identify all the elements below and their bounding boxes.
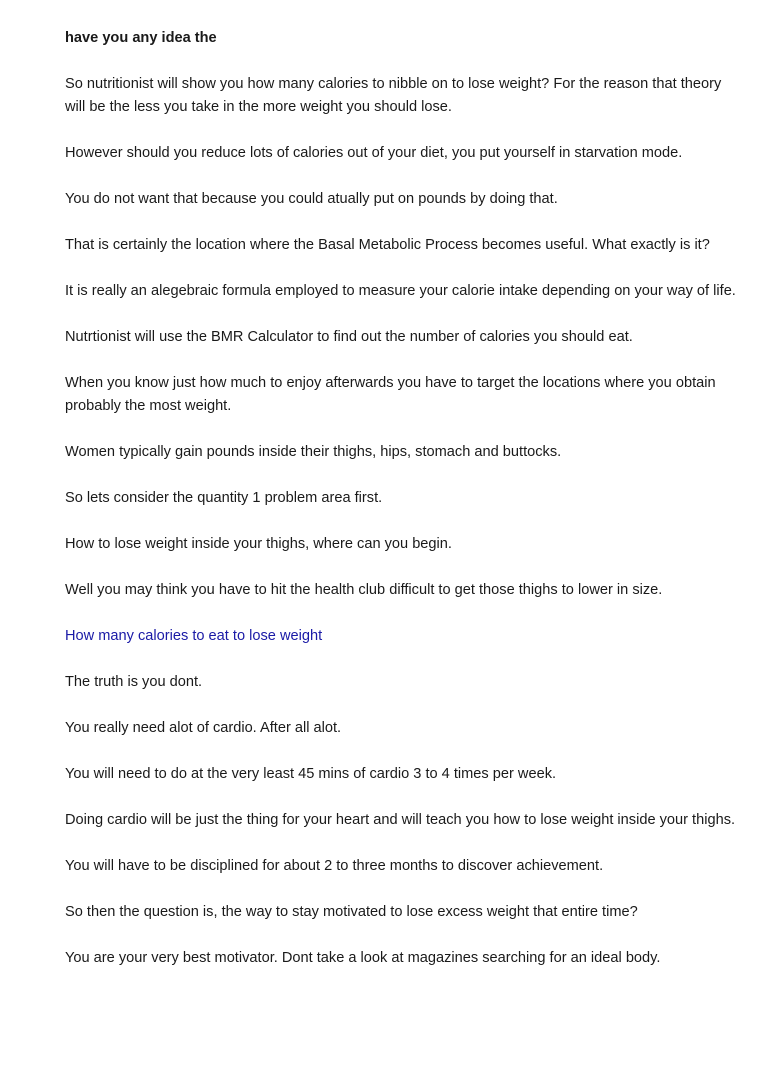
paragraph: So nutritionist will show you how many calories to nibble on to lose weight? For the reason that theory will be the less you take in the more weight you should lose. bbox=[65, 76, 722, 115]
paragraph: Women typically gain pounds inside their thighs, hips, stomach and buttocks. bbox=[65, 444, 562, 460]
paragraph: You do not want that because you could atually put on pounds by doing that. bbox=[65, 191, 558, 207]
paragraph: You will need to do at the very least 45 mins of cardio 3 to 4 times per week. bbox=[65, 766, 557, 782]
document-page bbox=[65, 27, 737, 993]
paragraph: Doing cardio will be just the thing for your heart and will teach you how to lose weight inside your thighs. bbox=[65, 812, 736, 828]
document-heading: have you any idea the bbox=[65, 30, 217, 46]
paragraph: Nutrtionist will use the BMR Calculator to find out the number of calories you should eat. bbox=[65, 329, 633, 345]
paragraph: You are your very best motivator. Dont take a look at magazines searching for an ideal body. bbox=[65, 950, 661, 966]
paragraph: However should you reduce lots of calories out of your diet, you put yourself in starvation mode. bbox=[65, 145, 683, 161]
paragraph: So lets consider the quantity 1 problem area first. bbox=[65, 490, 383, 506]
paragraph: You will have to be disciplined for about 2 to three months to discover achievement. bbox=[65, 858, 604, 874]
paragraph: When you know just how much to enjoy afterwards you have to target the locations where you obtain probably the most weight. bbox=[65, 375, 716, 414]
paragraph: You really need alot of cardio. After all alot. bbox=[65, 720, 342, 736]
paragraph: Well you may think you have to hit the health club difficult to get those thighs to lower in size. bbox=[65, 582, 663, 598]
paragraph: It is really an alegebraic formula employed to measure your calorie intake depending on your way of life. bbox=[65, 283, 736, 299]
paragraph: How to lose weight inside your thighs, where can you begin. bbox=[65, 536, 452, 552]
paragraph: That is certainly the location where the Basal Metabolic Process becomes useful. What exactly is it? bbox=[65, 237, 710, 253]
link-paragraph bbox=[65, 625, 737, 648]
calories-link[interactable]: How many calories to eat to lose weight bbox=[65, 628, 323, 644]
paragraph: So then the question is, the way to stay motivated to lose excess weight that entire time? bbox=[65, 904, 638, 920]
paragraph: The truth is you dont. bbox=[65, 674, 203, 690]
